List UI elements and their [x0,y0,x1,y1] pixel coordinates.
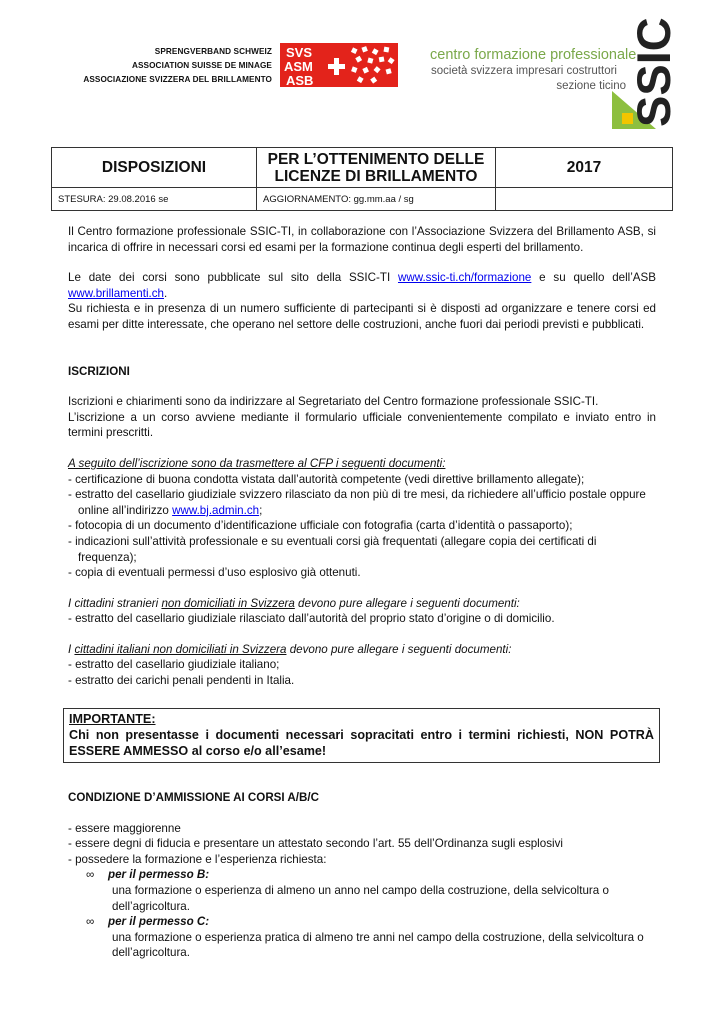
infinity-bullet-icon: ∞ [86,915,95,929]
condizioni-item: - essere maggiorenne [68,821,181,835]
italiani-text-c: devono pure allegare i seguenti documenti: [286,642,512,656]
link-brillamenti[interactable]: www.brillamenti.ch [68,286,164,300]
ssic-logo [612,13,680,129]
assoc-line-it: ASSOCIAZIONE SVIZZERA DEL BRILLAMENTO [83,75,272,84]
iscrizioni-heading: ISCRIZIONI [68,364,130,378]
title-year: 2017 [496,148,673,188]
stranieri-text-a: I cittadini stranieri [68,596,162,610]
stranieri-text-c: devono pure allegare i seguenti documenti: [294,596,520,610]
permesso-c [68,914,656,961]
document-item: - fotocopia di un documento d’identificazione ufficiale con fotografia (carta d’identità o passaporto); [68,519,573,533]
italiani-text-b: cittadini italiani non domiciliati in Svizzera [74,642,287,656]
infinity-bullet-icon: ∞ [86,868,95,882]
intro-p2-text-a: Le date dei corsi sono pubblicate sul sito della SSIC-TI [68,271,398,285]
document-item: - copia di eventuali permessi d’uso esplosivo già ottenuti. [68,566,361,580]
stesura-date: STESURA: 29.08.2016 se [52,188,257,211]
link-bj-admin[interactable]: www.bj.admin.ch [172,503,260,517]
importante-box [63,708,660,763]
intro-paragraph-2 [68,270,656,301]
svs-logo-line-1: SVS [286,45,313,60]
empty-cell [496,188,673,211]
title-licenze: PER L’OTTENIMENTO DELLE LICENZE DI BRILLAMENTO [257,148,496,188]
document-item: - certificazione di buona condotta vistata dall’autorità competente (vedi direttive brillamento allegate); [68,472,585,486]
assoc-line-fr: ASSOCIATION SUISSE DE MINAGE [131,61,272,70]
italiani-heading [68,642,656,658]
iscrizioni-paragraph-1: Iscrizioni e chiarimenti sono da indirizzare al Segretariato del Centro formazione professionale SSIC-TI. [68,395,599,409]
svs-logo-line-3: ASB [286,73,314,88]
assoc-line-de: SPRENGVERBAND SCHWEIZ [154,47,272,56]
stranieri-text-b: non domiciliati in Svizzera [161,596,295,610]
document-item-punct: ; [259,503,263,517]
cfp-title: centro formazione professionale [430,47,637,63]
cfp-subtitle: società svizzera impresari costruttori [431,65,617,77]
condizioni-section [68,790,656,961]
intro-p2-text-c: . [164,286,168,300]
italiani-text-a: I [68,642,75,656]
association-names [83,45,272,87]
permesso-c-label: per il permesso C: [108,915,210,929]
importante-text: Chi non presentasse i documenti necessari sopracitati entro i termini richiesti, NON POTRÀ ESSERE AMMESSO al corso e/o all’esame! [69,728,654,758]
iscrizioni-paragraph-2: L’iscrizione a un corso avviene mediante il formulario ufficiale convenientemente compilato e inviato entro in termini prescritti. [68,410,656,440]
condizioni-item: - possedere la formazione e l’esperienza richiesta: [68,852,327,866]
cfp-section: sezione ticino [556,80,626,92]
italiani-document-item: - estratto dei carichi penali pendenti in Italia. [68,674,295,688]
permesso-b-text: una formazione o esperienza di almeno un anno nel campo della costruzione, della selvicoltura o dell’agricoltura. [112,883,609,913]
title-disposizioni: DISPOSIZIONI [52,148,257,188]
permesso-c-text: una formazione o esperienza pratica di almeno tre anni nel campo della costruzione, della selvicoltura o dell’agricoltura. [112,930,644,960]
ssic-logo-text: SSIC [627,17,680,127]
permesso-b-label: per il permesso B: [108,868,210,882]
intro-p2-text-b: e su quello dell’ASB [531,271,657,285]
intro-paragraph-3: Su richiesta e in presenza di un numero sufficiente di partecipanti si è disposti ad organizzare e tenere corsi ed esami per ditte interessate, che operano nel settore delle costruzioni, anche fuori dai periodi previsti e pubblicati. [68,302,656,331]
documents-heading: A seguito dell’iscrizione sono da trasmettere al CFP i seguenti documenti: [68,456,446,470]
svs-asm-asb-logo [280,43,398,87]
intro-paragraph-1: Il Centro formazione professionale SSIC-TI, in collaborazione con l’Associazione Svizzera del Brillamento ASB, si incarica di offrire in necessari corsi ed esami per la formazione continua degli esperti del brillamento. [68,225,656,254]
permesso-b [68,867,656,914]
document-body [68,224,656,689]
stranieri-heading [68,596,656,612]
link-ssic-formazione[interactable]: www.ssic-ti.ch/formazione [397,271,532,285]
document-item-text: - estratto del casellario giudiziale svizzero rilasciato da non più di tre mesi, da richiedere all’ufficio postale oppure online all’indirizzo [68,488,646,517]
aggiornamento-date: AGGIORNAMENTO: gg.mm.aa / sg [257,188,496,211]
cfp-header [430,47,636,94]
condizioni-item: - essere degni di fiducia e presentare un attestato secondo l’art. 55 dell’Ordinanza sugli esplosivi [68,837,563,851]
importante-label: IMPORTANTE: [69,712,156,726]
svs-logo-line-2: ASM [284,59,313,74]
stranieri-document-item: - estratto del casellario giudiziale rilasciato dall’autorità del proprio stato d’origine o di domicilio. [68,612,555,626]
italiani-document-item: - estratto del casellario giudiziale italiano; [68,658,280,672]
document-item: - indicazioni sull’attività professionale e su eventuali corsi già frequentati (allegare copia dei certificati di frequenza); [68,534,597,564]
condizioni-heading: CONDIZIONE D’AMMISSIONE AI CORSI A/B/C [68,791,319,804]
document-title-table [51,147,673,211]
document-item [68,487,656,518]
